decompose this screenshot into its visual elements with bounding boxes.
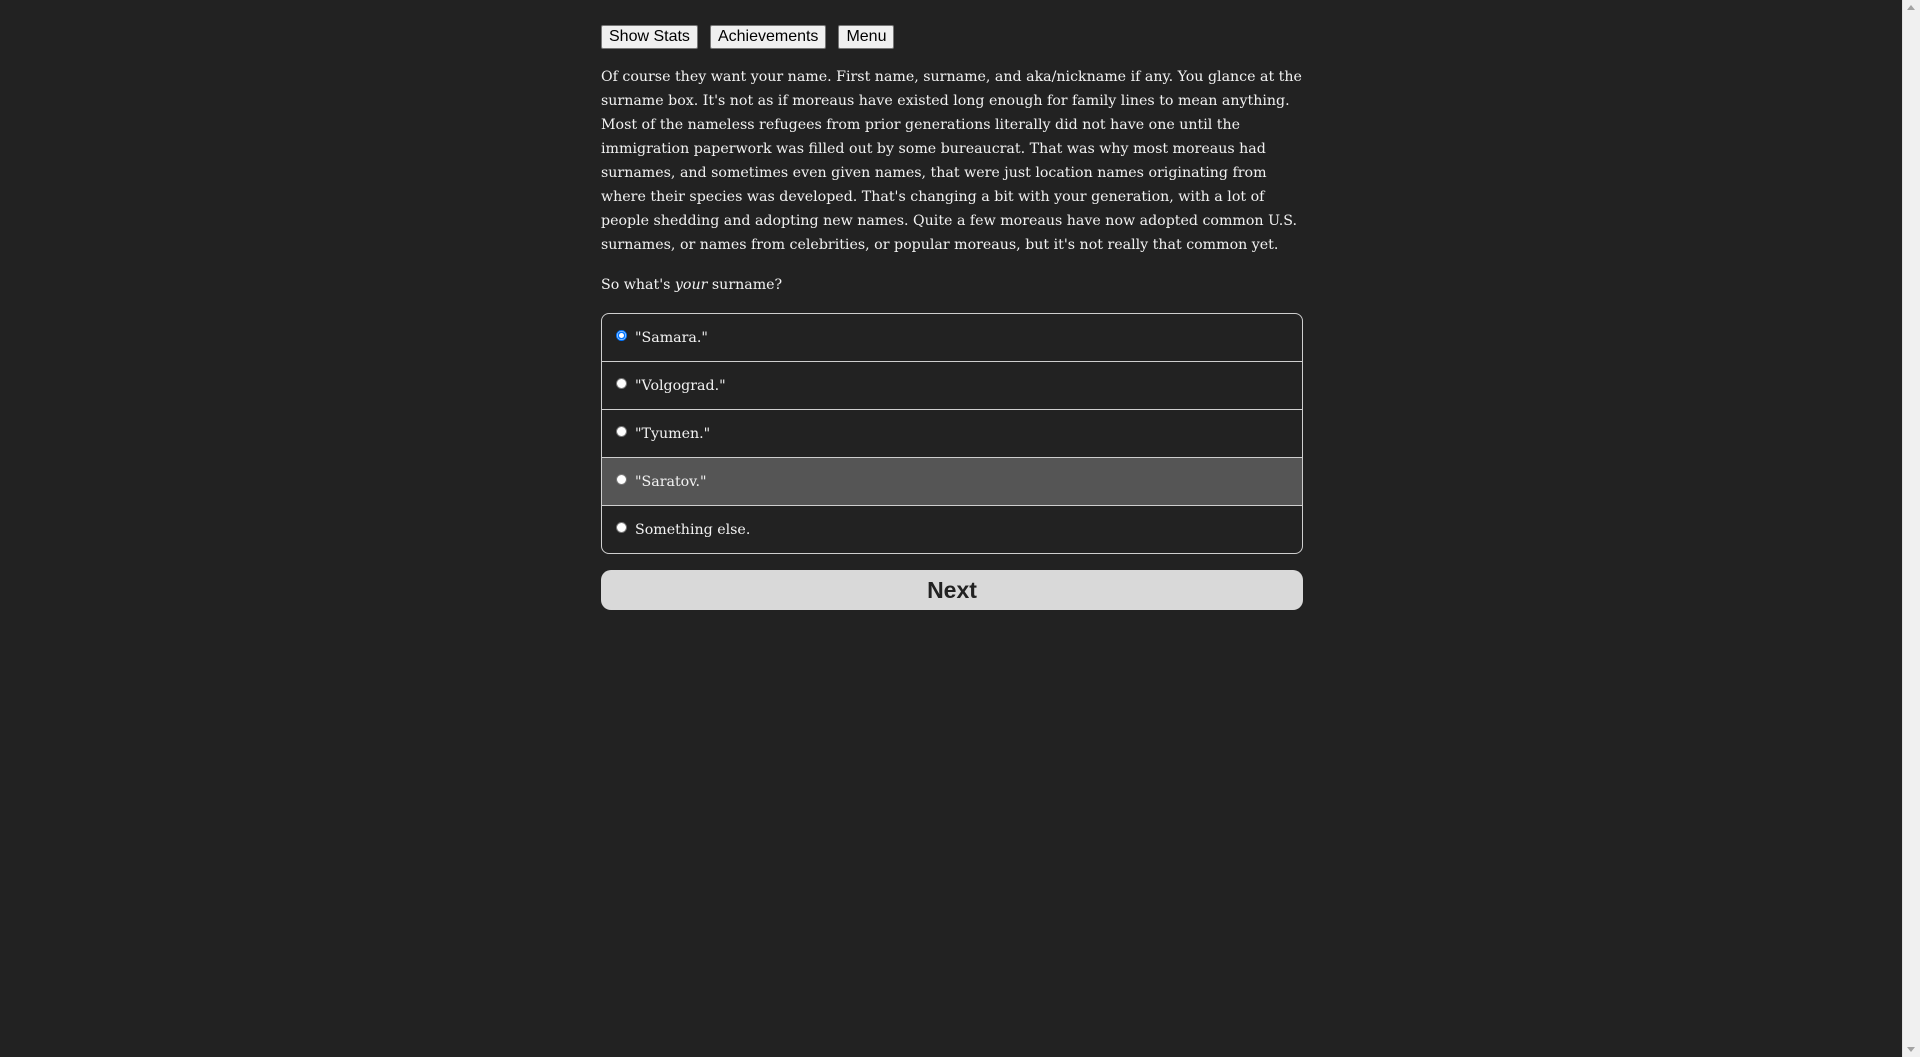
choice-label: Something else.	[635, 521, 751, 538]
question-after: surname?	[707, 277, 783, 293]
question-text	[601, 273, 1303, 297]
choice-samara[interactable]	[602, 314, 1302, 361]
toolbar	[601, 25, 1303, 49]
radio-button[interactable]	[616, 522, 627, 533]
story-text	[601, 65, 1303, 257]
show-stats-button[interactable]: Show Stats	[601, 25, 698, 49]
radio-button[interactable]	[616, 474, 627, 485]
choice-list	[601, 313, 1303, 554]
choice-volgograd[interactable]	[602, 361, 1302, 409]
menu-button[interactable]: Menu	[838, 25, 894, 49]
story-paragraph: Of course they want your name. First name, surname, and aka/nickname if any. You glance at the surname box. It's not as if moreaus have existed long enough for family lines to mean anything. Most of the nameless refugees from prior generations literally did not have one until the immigration paperwork was filled out by some bureaucrat. That was why most moreaus had surnames, and sometimes even given names, that were just location names originating from where their species was developed. That's changing a bit with your generation, with a lot of people shedding and adopting new names. Quite a few moreaus have now adopted common U.S. surnames, or names from celebrities, or popular moreaus, but it's not really that common yet.	[601, 69, 1302, 253]
question-emphasis: your	[674, 277, 708, 293]
vertical-scrollbar[interactable]	[1902, 0, 1920, 1057]
next-button[interactable]: Next	[601, 570, 1303, 610]
choice-something-else[interactable]	[602, 505, 1302, 553]
question-before: So what's	[601, 277, 675, 293]
scroll-up-arrow-icon[interactable]	[1907, 5, 1915, 10]
choice-tyumen[interactable]	[602, 409, 1302, 457]
choice-label: "Tyumen."	[635, 425, 711, 442]
achievements-button[interactable]: Achievements	[710, 25, 827, 49]
choice-saratov[interactable]	[602, 457, 1302, 505]
choice-label: "Volgograd."	[635, 377, 726, 394]
choice-label: "Saratov."	[635, 473, 707, 490]
choice-label: "Samara."	[635, 329, 708, 346]
game-container	[601, 0, 1303, 610]
radio-button-selected[interactable]	[616, 330, 627, 341]
radio-button[interactable]	[616, 426, 627, 437]
scroll-down-arrow-icon[interactable]	[1907, 1047, 1915, 1052]
radio-button[interactable]	[616, 378, 627, 389]
